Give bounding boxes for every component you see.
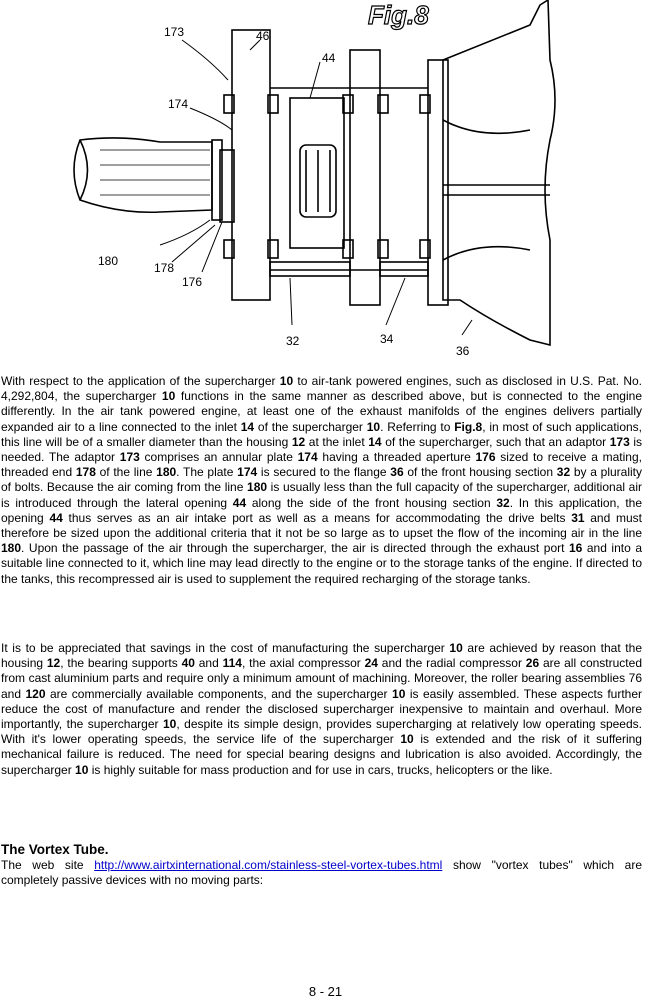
text-run: of the front housing section [403,465,557,480]
text-run: having a threaded aperture [317,450,476,465]
text-run: , in most of such applications, this line will be of a smaller diameter than the housing [1,419,643,449]
text-run: to air-tank powered engines, such as disclosed in U.S. Pat. No. 4,292,804, the supercharger [1,374,643,404]
reference-numeral: 12 [291,434,306,449]
label-32: 32 [286,334,300,348]
reference-numeral: 180 [156,465,177,480]
text-run: of the supercharger [254,419,367,434]
reference-numeral: 31 [571,510,585,525]
reference-numeral: Fig.8 [454,419,483,434]
reference-numeral: 10 [400,732,414,747]
text-run: , the bearing supports [60,656,182,671]
label-46: 46 [256,29,270,43]
text-run: functions in the same manner as described above, but is connected to the engine differently. In the air tank powered engine, at least one of the exhaust manifolds of the engines delivers partially expanded air to a line connected to the inlet [1,389,642,434]
paragraph-vortex-tube-after: show "vortex tubes" which are completely passive devices with no moving parts: [1,858,642,888]
reference-numeral: 10 [161,389,176,404]
reference-numeral: 180 [247,480,268,495]
reference-numeral: 174 [297,450,318,465]
text-run: , despite its simple design, provides supercharging at relatively low operating speeds. With it's lower operating speeds, the service life of the supercharger [1,717,642,747]
text-run: . Upon the passage of the air through the supercharger, the air is directed through the exhaust port [21,541,569,556]
reference-numeral: 10 [366,419,381,434]
text-run: by a plurality of bolts. Because the air coming from the line [1,465,642,495]
text-run: and the radial compressor [377,656,526,671]
reference-numeral: 10 [449,641,463,655]
text-run: is highly suitable for mass production and for use in cars, trucks, helicopters or the like. [88,762,553,777]
reference-numeral: 32 [556,465,571,480]
reference-numeral: 114 [222,656,242,671]
text-run: is needed. The adaptor [1,434,643,465]
text-run: are achieved by reason that the housing [1,641,642,671]
text-run: and [194,656,223,671]
reference-numeral: 26 [525,656,540,671]
text-run: of the supercharger, such that an adaptor [381,434,610,449]
text-run: and into a suitable line connected to it, which line may lead directly to the engine or to the storage tanks of the engine. If directed to the tanks, this recompressed air is used to supplement the required recharging of the storage tanks. [1,541,642,586]
label-180: 180 [98,254,119,268]
page-number: 8 - 21 [308,984,343,999]
reference-numeral: 32 [496,495,510,510]
vortex-tube-link[interactable]: http://www.airtxinternational.com/stainless-steel-vortex-tubes.html [94,858,443,872]
label-34: 34 [380,332,394,346]
reference-numeral: 36 [390,465,404,480]
section-heading: The Vortex Tube. [1,842,109,857]
reference-numeral: 14 [240,419,255,434]
text-run: sized to receive a mating, threaded end [1,450,642,480]
text-run: . In this application, the opening [1,495,642,525]
text-run: It is to be appreciated that savings in the cost of manufacturing the supercharger [1,641,450,655]
text-run: is extended and the risk of it suffering mechanical failure is reduced. The need for special bearing designs and lubrication is also avoided. Accordingly, the supercharger [1,732,642,777]
label-36: 36 [456,344,470,358]
reference-numeral: 44 [49,510,63,525]
reference-numeral: 24 [364,656,378,671]
label-176: 176 [182,275,203,289]
text-run: of the line [95,465,157,480]
text-run: thus serves as an air intake port as well as a means for accommodating the drive belts [62,510,572,525]
reference-numeral: 173 [609,434,630,449]
text-run: and must therefore be sized upon the additional criteria that it not be so large as to upset the flow of the incoming air in the line [1,510,642,541]
reference-numeral: 178 [75,465,96,480]
text-run: along the side of the front housing section [246,495,497,510]
text-run: is usually less than the full capacity of the supercharger, additional air is introduced through the lateral opening [1,480,642,510]
paragraph-vortex-tube [1,858,642,888]
paragraph-supercharger-air-tank [1,374,642,587]
label-178: 178 [154,261,175,275]
reference-numeral: 180 [1,541,22,556]
text-run: . Referring to [380,419,455,434]
reference-numeral: 10 [163,717,177,732]
reference-numeral: 10 [392,686,406,701]
label-174: 174 [168,97,189,111]
reference-numeral: 174 [237,465,258,480]
text-run: at the inlet [305,434,369,449]
text-run: With respect to the application of the supercharger [1,374,280,388]
text-run: comprises an annular plate [139,450,298,465]
reference-numeral: 40 [181,656,195,671]
text-run: . The plate [176,465,238,480]
reference-numeral: 120 [25,686,46,701]
text-run: are all constructed from cast aluminium parts and require only a minimum amount of machining. Moreover, the roller bearing assemblies 76 and [1,656,642,701]
figure-title: Fig.8 [368,0,429,30]
reference-numeral: 173 [119,450,140,465]
text-run: is secured to the flange [257,465,391,480]
paragraph-vortex-tube-before: The web site [1,858,95,872]
label-44: 44 [322,51,336,65]
reference-numeral: 10 [75,762,89,777]
paragraph-manufacturing-savings [1,641,642,778]
reference-numeral: 12 [46,656,61,671]
label-173: 173 [164,25,185,39]
reference-numeral: 16 [568,541,583,556]
text-run: is easily assembled. These aspects further reduce the cost of manufacture and render the disclosed supercharger inexpensive to maintain and overhaul. More importantly, the supercharger [1,686,642,732]
reference-numeral: 10 [279,374,294,388]
figure-8-drawing [60,0,650,370]
text-run: are commercially available components, and the supercharger [45,686,393,701]
text-run: , the axial compressor [241,656,365,671]
reference-numeral: 14 [368,434,382,449]
reference-numeral: 176 [475,450,496,465]
reference-numeral: 44 [232,495,247,510]
